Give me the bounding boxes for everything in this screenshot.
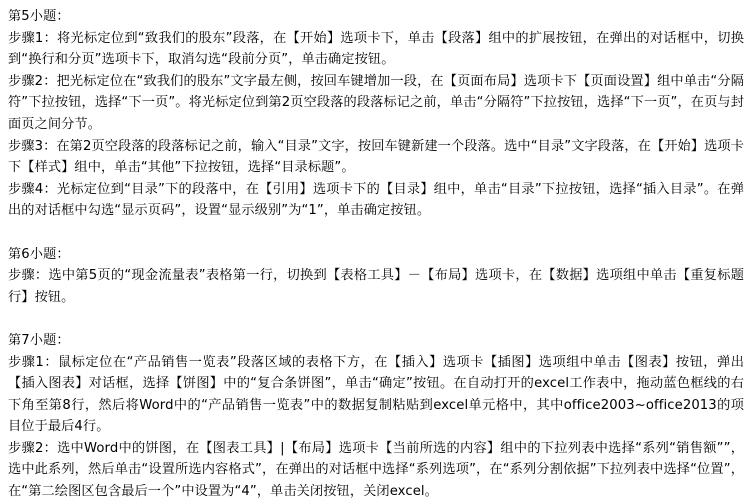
section-5-step-3: 步骤3：在第2页空段落的段落标记之前，输入“目录”文字，按回车键新建一个段落。选中“目录”文字段落，在【开始】选项卡下【样式】组中，单击“其他”下拉按钮，选择“目录标题”。 <box>8 138 744 176</box>
section-6-heading: 第6小题： <box>8 246 70 262</box>
section-7-step-1: 步骤1：鼠标定位在“产品销售一览表”段落区域的表格下方，在【插入】选项卡【插图】选项组中单击【图表】按钮，弹出【插入图表】对话框，选择【饼图】中的“复合条饼图”，单击“确定”按钮。在自动打开的excel工作表中，拖动蓝色框线的右下角至第8行，然后将Word中的“产品销售一览表”中的数据复制粘贴到excel单元格中，其中office2003~office2013的项目位于最后4行。 <box>8 354 744 435</box>
section-5 <box>8 6 744 222</box>
section-5-step-4: 步骤4：光标定位到“目录”下的段落中，在【引用】选项卡下的【目录】组中，单击“目录”下拉按钮，选择“插入目录”。在弹出的对话框中勾选“显示页码”，设置“显示级别”为“1”，单击确定按钮。 <box>8 181 744 219</box>
section-gap-2 <box>8 308 744 330</box>
section-5-step-1: 步骤1：将光标定位到“致我们的股东”段落，在【开始】选项卡下，单击【段落】组中的扩展按钮，在弹出的对话框中，切换到“换行和分页”选项卡下，取消勾选“段前分页”，单击确定按钮。 <box>8 30 744 68</box>
section-5-step-2: 步骤2：把光标定位在“致我们的股东”文字最左侧，按回车键增加一段，在【页面布局】选项卡下【页面设置】组中单击“分隔符”下拉按钮，选择“下一页”。将光标定位到第2页空段落的段落标记之前，单击“分隔符”下拉按钮，选择“下一页”，在页与封面页之间分节。 <box>8 73 744 132</box>
section-gap-1 <box>8 222 744 244</box>
section-6-step-1: 步骤：选中第5页的“现金流量表”表格第一行，切换到【表格工具】－【布局】选项卡，在【数据】选项组中单击【重复标题行】按钮。 <box>8 268 744 305</box>
section-6 <box>8 244 744 309</box>
section-7-heading: 第7小题： <box>8 332 70 348</box>
section-7 <box>8 330 744 503</box>
section-5-heading: 第5小题： <box>8 9 70 24</box>
section-7-step-2: 步骤2：选中Word中的饼图，在【图表工具】|【布局】选项卡【当前所选的内容】组中的下拉列表中选择“系列“销售额””，选中此系列，然后单击“设置所选内容格式”，在弹出的对话框中选择“系列选项”，在“系列分割依据”下拉列表中选择“位置”，在“第二绘图区包含最后一个”中设置为“4”，单击关闭按钮，关闭excel。 <box>8 440 744 500</box>
